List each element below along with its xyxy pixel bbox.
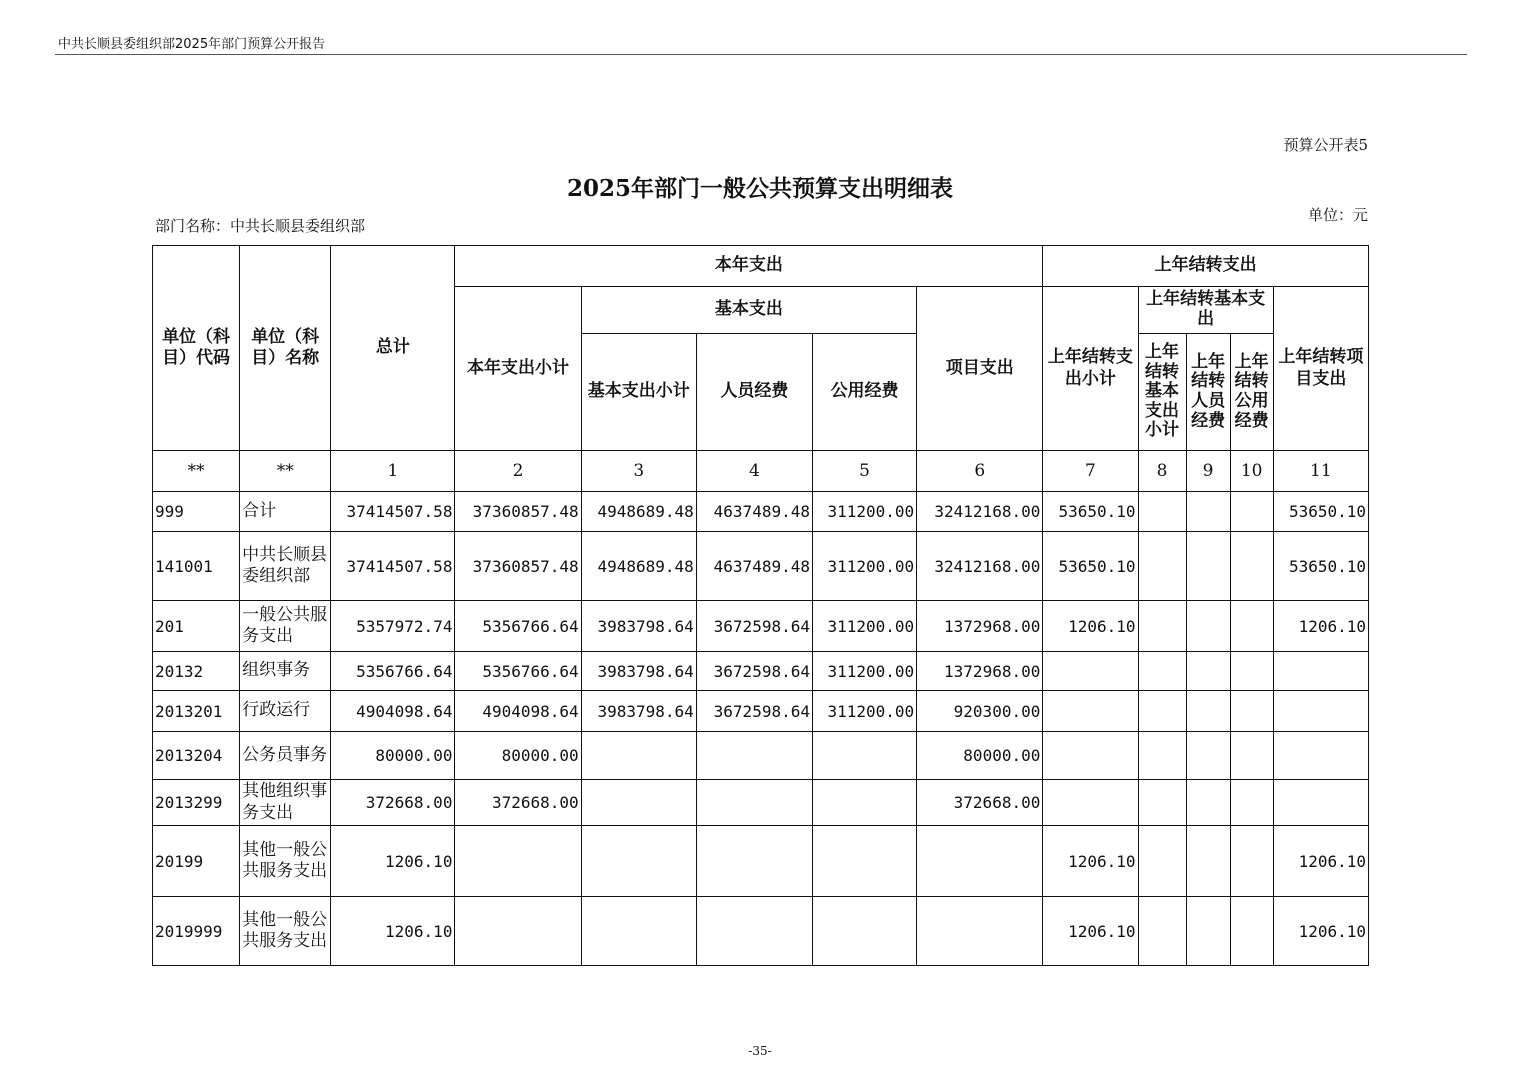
amount-cell — [1138, 897, 1186, 966]
row-code: 2013204 — [153, 732, 240, 780]
amount-cell: 5356766.64 — [455, 601, 581, 652]
amount-cell — [455, 826, 581, 897]
amount-cell: 53650.10 — [1043, 492, 1138, 532]
amount-cell — [1230, 492, 1273, 532]
amount-cell: 37360857.48 — [455, 492, 581, 532]
amount-cell — [1230, 732, 1273, 780]
row-name: 行政运行 — [240, 691, 331, 732]
row-code: 141001 — [153, 532, 240, 601]
amount-cell: 4948689.48 — [581, 532, 696, 601]
amount-cell: 3672598.64 — [696, 601, 812, 652]
amount-cell — [455, 897, 581, 966]
amount-cell: 5356766.64 — [455, 652, 581, 691]
amount-cell: 920300.00 — [917, 691, 1043, 732]
amount-cell — [581, 897, 696, 966]
amount-cell: 372668.00 — [917, 780, 1043, 826]
amount-cell: 53650.10 — [1273, 492, 1368, 532]
amount-cell — [917, 826, 1043, 897]
row-name: 公务员事务 — [240, 732, 331, 780]
amount-cell: 3672598.64 — [696, 691, 812, 732]
row-code: 2019999 — [153, 897, 240, 966]
table-row — [153, 691, 1369, 732]
amount-cell — [1230, 532, 1273, 601]
index-cell: 6 — [917, 451, 1043, 492]
amount-cell: 1372968.00 — [917, 601, 1043, 652]
index-cell: 7 — [1043, 451, 1138, 492]
amount-cell — [1273, 652, 1368, 691]
amount-cell — [812, 897, 916, 966]
amount-cell — [1138, 492, 1186, 532]
amount-cell: 311200.00 — [812, 652, 916, 691]
amount-cell — [1043, 691, 1138, 732]
row-code: 20132 — [153, 652, 240, 691]
index-cell: ** — [153, 451, 240, 492]
header-code: 单位（科目）代码 — [153, 246, 240, 451]
department-name — [155, 215, 365, 236]
header-carry-basic: 上年结转基本支出 — [1138, 287, 1273, 334]
amount-cell — [1138, 780, 1186, 826]
amount-cell — [1230, 897, 1273, 966]
amount-cell: 1206.10 — [1273, 601, 1368, 652]
row-code: 2013299 — [153, 780, 240, 826]
amount-cell — [1186, 532, 1230, 601]
amount-cell: 4904098.64 — [455, 691, 581, 732]
row-code: 20199 — [153, 826, 240, 897]
amount-cell: 4637489.48 — [696, 492, 812, 532]
amount-cell — [1186, 826, 1230, 897]
page-title: 2025年部门一般公共预算支出明细表 — [566, 175, 953, 202]
table-row — [153, 897, 1369, 966]
table-row — [153, 652, 1369, 691]
header-divider — [55, 54, 1467, 55]
amount-cell: 4904098.64 — [331, 691, 455, 732]
amount-cell — [696, 826, 812, 897]
amount-cell: 5357972.74 — [331, 601, 455, 652]
header-total: 总计 — [331, 246, 455, 451]
header-public: 公用经费 — [812, 334, 916, 451]
amount-cell: 372668.00 — [331, 780, 455, 826]
amount-cell — [1230, 601, 1273, 652]
amount-cell — [1138, 732, 1186, 780]
row-name: 中共长顺县委组织部 — [240, 532, 331, 601]
amount-cell: 80000.00 — [455, 732, 581, 780]
row-name: 组织事务 — [240, 652, 331, 691]
amount-cell: 1206.10 — [331, 897, 455, 966]
header-current-year: 本年支出 — [455, 246, 1043, 287]
amount-cell — [812, 780, 916, 826]
header-basic: 基本支出 — [581, 287, 917, 334]
amount-cell: 1372968.00 — [917, 652, 1043, 691]
amount-cell — [1273, 732, 1368, 780]
table-row — [153, 492, 1369, 532]
amount-cell — [812, 826, 916, 897]
row-code: 999 — [153, 492, 240, 532]
amount-cell — [1186, 691, 1230, 732]
header-carry-personnel: 上年结转人员经费 — [1186, 334, 1230, 451]
index-cell: 8 — [1138, 451, 1186, 492]
department-label: 部门名称： — [155, 217, 231, 235]
amount-cell — [1273, 691, 1368, 732]
amount-cell — [1043, 732, 1138, 780]
amount-cell — [1230, 652, 1273, 691]
amount-cell — [1230, 826, 1273, 897]
header-name: 单位（科目）名称 — [240, 246, 331, 451]
header-carry-subtotal: 上年结转支出小计 — [1043, 287, 1138, 451]
table-row — [153, 532, 1369, 601]
table-row — [153, 780, 1369, 826]
amount-cell — [1186, 652, 1230, 691]
amount-cell: 1206.10 — [1273, 826, 1368, 897]
amount-cell: 4637489.48 — [696, 532, 812, 601]
amount-cell — [581, 732, 696, 780]
row-name: 合计 — [240, 492, 331, 532]
amount-cell — [1230, 691, 1273, 732]
table-row — [153, 732, 1369, 780]
header-basic-subtotal: 基本支出小计 — [581, 334, 696, 451]
amount-cell — [581, 780, 696, 826]
header-personnel: 人员经费 — [696, 334, 812, 451]
amount-cell: 311200.00 — [812, 601, 916, 652]
table-row — [153, 826, 1369, 897]
row-code: 201 — [153, 601, 240, 652]
amount-cell: 311200.00 — [812, 691, 916, 732]
amount-cell: 37360857.48 — [455, 532, 581, 601]
amount-cell: 1206.10 — [1043, 601, 1138, 652]
amount-cell — [1138, 532, 1186, 601]
amount-cell: 32412168.00 — [917, 532, 1043, 601]
index-cell: ** — [240, 451, 331, 492]
amount-cell — [1138, 691, 1186, 732]
row-name: 一般公共服务支出 — [240, 601, 331, 652]
amount-cell — [1043, 780, 1138, 826]
amount-cell — [1230, 780, 1273, 826]
amount-cell — [1138, 826, 1186, 897]
amount-cell: 80000.00 — [331, 732, 455, 780]
amount-cell — [1138, 601, 1186, 652]
header-current-subtotal: 本年支出小计 — [455, 287, 581, 451]
header-row-1 — [153, 246, 1369, 287]
amount-cell — [696, 732, 812, 780]
header-carry-project: 上年结转项目支出 — [1273, 287, 1368, 451]
amount-cell — [1186, 780, 1230, 826]
amount-cell: 372668.00 — [455, 780, 581, 826]
amount-cell — [812, 732, 916, 780]
page-number: -35- — [748, 1044, 772, 1058]
amount-cell — [581, 826, 696, 897]
budget-detail-table — [152, 245, 1369, 966]
header-project: 项目支出 — [917, 287, 1043, 451]
index-cell: 9 — [1186, 451, 1230, 492]
unit-label: 单位：元 — [1307, 206, 1368, 224]
table-code: 预算公开表5 — [1283, 136, 1368, 154]
row-name: 其他一般公共服务支出 — [240, 826, 331, 897]
running-header: 中共长顺县委组织部2025年部门预算公开报告 — [58, 37, 326, 52]
amount-cell — [696, 897, 812, 966]
amount-cell — [1138, 652, 1186, 691]
amount-cell: 311200.00 — [812, 492, 916, 532]
amount-cell — [1186, 732, 1230, 780]
amount-cell: 3983798.64 — [581, 652, 696, 691]
amount-cell: 80000.00 — [917, 732, 1043, 780]
amount-cell: 4948689.48 — [581, 492, 696, 532]
amount-cell: 1206.10 — [1043, 897, 1138, 966]
amount-cell — [1186, 601, 1230, 652]
amount-cell — [1273, 780, 1368, 826]
amount-cell: 3983798.64 — [581, 691, 696, 732]
index-cell: 4 — [696, 451, 812, 492]
amount-cell: 37414507.58 — [331, 532, 455, 601]
amount-cell: 1206.10 — [1273, 897, 1368, 966]
amount-cell — [917, 897, 1043, 966]
index-cell: 2 — [455, 451, 581, 492]
index-cell: 10 — [1230, 451, 1273, 492]
row-code: 2013201 — [153, 691, 240, 732]
table-body — [153, 492, 1369, 966]
amount-cell: 1206.10 — [331, 826, 455, 897]
department-value: 中共长顺县委组织部 — [230, 217, 366, 235]
amount-cell: 1206.10 — [1043, 826, 1138, 897]
amount-cell: 37414507.58 — [331, 492, 455, 532]
index-cell: 11 — [1273, 451, 1368, 492]
amount-cell: 5356766.64 — [331, 652, 455, 691]
row-name: 其他组织事务支出 — [240, 780, 331, 826]
index-cell: 5 — [812, 451, 916, 492]
header-carry-basic-subtotal: 上年结转基本支出小计 — [1138, 334, 1186, 451]
row-name: 其他一般公共服务支出 — [240, 897, 331, 966]
amount-cell: 3672598.64 — [696, 652, 812, 691]
amount-cell: 53650.10 — [1043, 532, 1138, 601]
header-prior-carryover: 上年结转支出 — [1043, 246, 1369, 287]
table-row — [153, 601, 1369, 652]
amount-cell: 3983798.64 — [581, 601, 696, 652]
index-row — [153, 451, 1369, 492]
amount-cell — [696, 780, 812, 826]
amount-cell — [1186, 492, 1230, 532]
index-cell: 3 — [581, 451, 696, 492]
amount-cell: 311200.00 — [812, 532, 916, 601]
amount-cell: 53650.10 — [1273, 532, 1368, 601]
amount-cell — [1043, 652, 1138, 691]
amount-cell — [1186, 897, 1230, 966]
header-carry-public: 上年结转公用经费 — [1230, 334, 1273, 451]
index-cell: 1 — [331, 451, 455, 492]
amount-cell: 32412168.00 — [917, 492, 1043, 532]
